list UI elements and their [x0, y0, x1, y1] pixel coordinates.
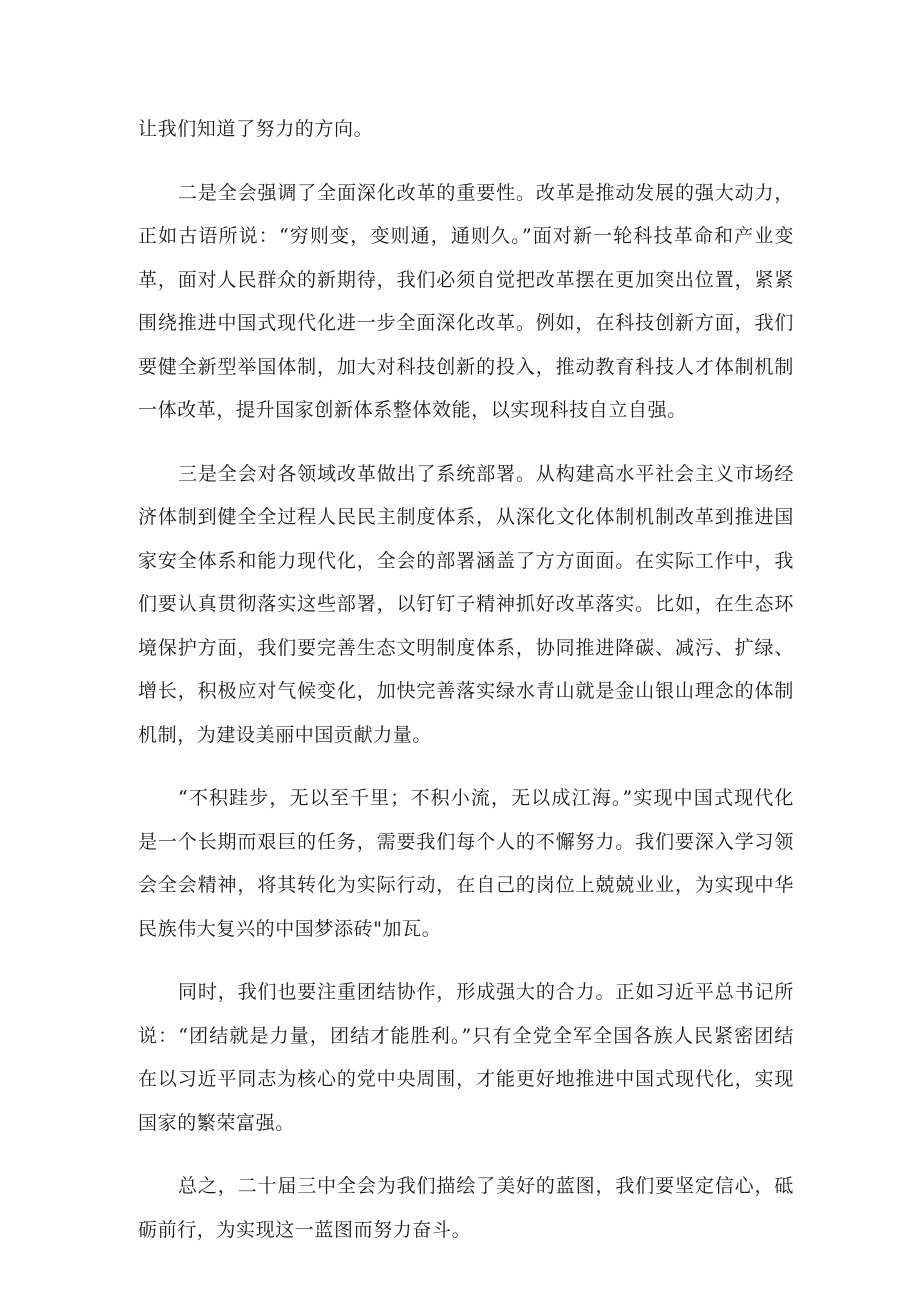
paragraph-reform-importance: 二是全会强调了全面深化改革的重要性。改革是推动发展的强大动力，正如古语所说：“穷则变，变则通，通则久。”面对新一轮科技革命和产业变革，面对人民群众的新期待，我们必须自觉把改革摆在更加突出位置，紧紧围绕推进中国式现代化进一步全面深化改革。例如，在科技创新方面，我们要健全新型举国体制，加大对科技创新的投入，推动教育科技人才体制机制一体改革，提升国家创新体系整体效能，以实现科技自立自强。 — [138, 181, 794, 421]
paragraph-step-by-step: “不积跬步，无以至千里；不积小流，无以成江海。”实现中国式现代化是一个长期而艰巨的任务，需要我们每个人的不懈努力。我们要深入学习领会全会精神，将其转化为实际行动，在自己的岗位上兢兢业业，为实现中华民族伟大复兴的中国梦添砖"加瓦。 — [138, 787, 794, 940]
paragraph-unity: 同时，我们也要注重团结协作，形成强大的合力。正如习近平总书记所说：“团结就是力量，团结才能胜利。”只有全党全军全国各族人民紧密团结在以习近平同志为核心的党中央周围，才能更好地推进中国式现代化，实现国家的繁荣富强。 — [138, 981, 794, 1134]
paragraph-conclusion: 总之，二十届三中全会为我们描绘了美好的蓝图，我们要坚定信心，砥砺前行，为实现这一蓝图而努力奋斗。 — [138, 1175, 794, 1241]
paragraph-systematic-deployment: 三是全会对各领域改革做出了系统部署。从构建高水平社会主义市场经济体制到健全全过程人民民主制度体系，从深化文化体制机制改革到推进国家安全体系和能力现代化，全会的部署涵盖了方方面面。在实际工作中，我们要认真贯彻落实这些部署，以钉钉子精神抓好改革落实。比如，在生态环境保护方面，我们要完善生态文明制度体系，协同推进降碳、减污、扩绿、增长，积极应对气候变化，加快完善落实绿水青山就是金山银山理念的体制机制，为建设美丽中国贡献力量。 — [138, 462, 794, 746]
paragraph-continuation: 让我们知道了努力的方向。 — [138, 118, 374, 140]
document-body — [138, 108, 794, 1252]
